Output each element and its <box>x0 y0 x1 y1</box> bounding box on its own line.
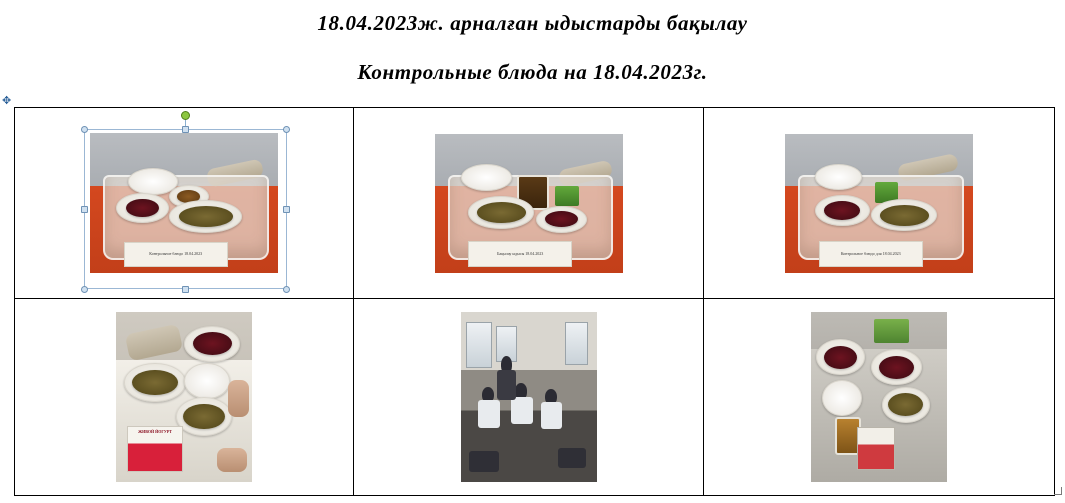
beet-salad-2 <box>879 356 914 379</box>
handle-bottom-center[interactable] <box>182 286 189 293</box>
beet-salad <box>545 211 578 227</box>
porridge-portion <box>888 393 923 416</box>
plate-porridge <box>169 200 242 233</box>
photo-serving-table-1[interactable] <box>116 312 252 482</box>
white-bowl <box>461 164 512 191</box>
photo-control-dish-tray-3[interactable] <box>785 134 973 273</box>
hand <box>228 380 250 417</box>
table-row <box>15 108 1055 299</box>
tray-label: Бақылау ыдысы 18.04.2023 <box>468 241 572 267</box>
chair-2 <box>558 448 585 468</box>
student-shirt-2 <box>511 397 533 424</box>
juice-pack <box>857 427 894 470</box>
table-cell[interactable] <box>704 108 1055 299</box>
handle-top-right[interactable] <box>283 126 290 133</box>
handle-bottom-right[interactable] <box>283 286 290 293</box>
photo-table-wrapper <box>14 107 1051 496</box>
handle-top-left[interactable] <box>81 126 88 133</box>
porridge-portion <box>477 202 526 223</box>
white-bowl <box>184 363 230 399</box>
window-right <box>565 322 589 365</box>
handle-bottom-left[interactable] <box>81 286 88 293</box>
beet-salad <box>824 201 860 220</box>
plate-porridge <box>124 363 186 402</box>
yogurt-pack <box>127 426 183 472</box>
green-package <box>555 186 579 205</box>
photo-control-dish-tray-2[interactable] <box>435 134 623 273</box>
title-block <box>0 0 1065 84</box>
plate-porridge <box>882 387 930 423</box>
table-cell[interactable] <box>15 299 354 496</box>
table-cell[interactable] <box>704 299 1055 496</box>
student-shirt-3 <box>541 402 563 429</box>
tray-label: Контрольное блюдо для 18.04.2023 <box>819 241 923 267</box>
tray-label: Контрольное блюдо 18.04.2023 <box>124 242 228 268</box>
plate-beet-2 <box>871 349 922 385</box>
white-bowl <box>822 380 862 416</box>
plate-beet <box>816 339 864 375</box>
hand-2 <box>217 448 247 472</box>
page-corner-mark <box>1054 487 1062 495</box>
photo-dining-hall[interactable] <box>461 312 597 482</box>
rotate-handle[interactable] <box>181 111 190 120</box>
table-row <box>15 299 1055 496</box>
photo-table <box>14 107 1055 496</box>
photo-control-dish-tray-1[interactable] <box>90 133 278 273</box>
student-shirt-1 <box>478 400 500 427</box>
plate-beet <box>815 195 870 226</box>
beet-salad <box>824 346 857 369</box>
window-left <box>466 322 492 368</box>
beet-salad <box>193 332 232 355</box>
porridge-portion-2 <box>183 404 224 429</box>
handle-middle-left[interactable] <box>81 206 88 213</box>
porridge-portion <box>132 370 177 395</box>
porridge-portion <box>179 206 233 227</box>
plate-porridge <box>468 196 534 229</box>
table-cell[interactable] <box>354 108 704 299</box>
plate-beet <box>184 326 240 362</box>
handle-middle-right[interactable] <box>283 206 290 213</box>
table-cell[interactable] <box>15 108 354 299</box>
porridge-portion <box>880 205 929 226</box>
table-cell[interactable] <box>354 299 704 496</box>
plate-beet <box>536 206 587 233</box>
photo-serving-table-2[interactable] <box>811 312 947 482</box>
handle-top-center[interactable] <box>182 126 189 133</box>
page-title-ru: Контрольные блюда на 18.04.2023г. <box>357 60 708 85</box>
move-anchor-icon[interactable]: ✥ <box>2 95 12 107</box>
chair-1 <box>469 451 499 471</box>
white-cup <box>815 164 862 190</box>
green-package <box>874 319 909 343</box>
beet-salad <box>126 199 158 217</box>
page-title-kz: 18.04.2023ж. арналған ыдыстарды бақылау <box>317 11 748 35</box>
yogurt-label: ЖИВОЙ ЙОГУРТ <box>138 428 172 434</box>
adult-body <box>497 370 516 401</box>
